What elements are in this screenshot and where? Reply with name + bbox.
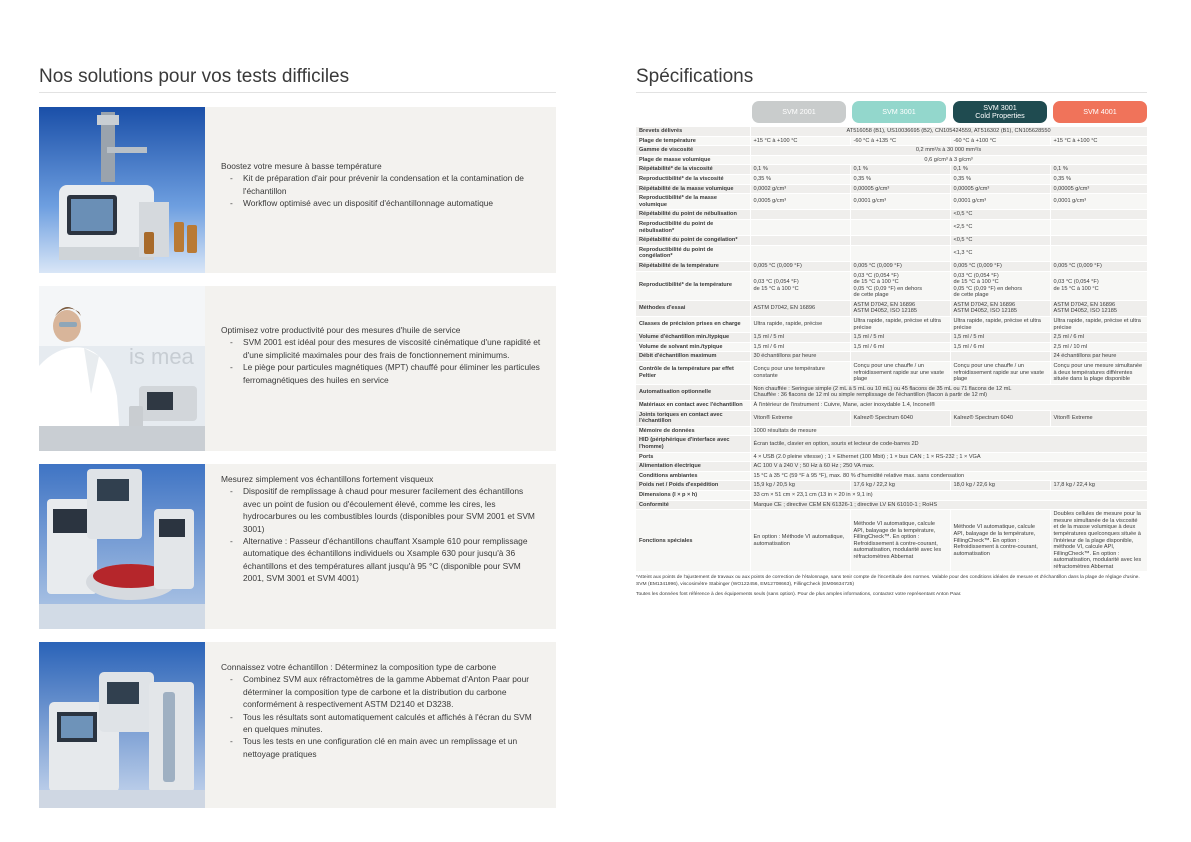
section-title: Mesurez simplement vos échantillons fortement visqueux [221, 474, 434, 484]
spec-label: Conditions ambiantes [636, 471, 750, 481]
bullet-item: - SVM 2001 est idéal pour des mesures de viscosité cinématique d'une rapidité et d'une simplicité maximales pour des frais de fonctionnement minimums. [221, 336, 542, 361]
footnote-accuracy: *Atteint aux points de l'ajustement de travaux ou aux points de correction de l'étalonnage, sans tenir compte de l'incertitude des normes. Valable pour des conditions idéales de mesure et d'échantillon dans la plage de réglage d'usine. SVM (EM1341996), viscosimètre Stabinger (WO122456, EM12708663), FillingCheck (EM06634725) [636, 575, 1140, 587]
bullet-item: - Combinez SVM aux réfractomètres de la gamme Abbemat d'Anton Paar pour déterminer la composition type de carbone et la distribution du carbone conformément à respectivement ASTM D2140 et D3238. [221, 673, 542, 710]
spec-value [850, 352, 950, 362]
spec-value: 0,35 % [850, 174, 950, 184]
spec-value: 30 échantillons par heure [750, 352, 850, 362]
section-low-temperature [39, 107, 556, 273]
spec-value: 0,00005 g/cm³ [1050, 184, 1147, 194]
spec-value: 0,35 % [950, 174, 1050, 184]
spec-value: <0,5 °C [950, 210, 1050, 220]
spec-label: Plage de masse volumique [636, 155, 750, 165]
model-pill-svm-3001 [852, 101, 946, 123]
spec-value: +15 °C à +100 °C [750, 136, 850, 146]
spec-value: 0,0001 g/cm³ [1050, 194, 1147, 210]
spec-row [636, 300, 1147, 316]
spec-label: Répétabilité de la température [636, 261, 750, 271]
specifications-table [636, 127, 1148, 572]
spec-row [636, 317, 1147, 333]
spec-value: 0,00005 g/cm³ [850, 184, 950, 194]
spec-label: Poids net / Poids d'expédition [636, 481, 750, 491]
spec-row [636, 352, 1147, 362]
spec-value [850, 236, 950, 246]
spec-value: ASTM D7042, EN 16896 ASTM D4052, ISO 12185 [950, 300, 1050, 316]
spec-row [636, 261, 1147, 271]
spec-value: 17,8 kg / 22,4 kg [1050, 481, 1147, 491]
spec-value [750, 236, 850, 246]
bullet-item: - Kit de préparation d'air pour prévenir la condensation et la contamination de l'échantillon [221, 172, 542, 197]
spec-value: 0,1 % [1050, 165, 1147, 175]
spec-value: 0,6 g/cm³ à 3 g/cm³ [750, 155, 1147, 165]
spec-value: 1,5 ml / 6 ml [950, 342, 1050, 352]
spec-label: Dimensions (l × p × h) [636, 490, 750, 500]
spec-value: 33 cm × 51 cm × 23,1 cm (13 in × 20 in × 9,1 in) [750, 490, 1147, 500]
spec-value: 0,005 °C (0,009 °F) [850, 261, 950, 271]
spec-value: -60 °C à +135 °C [850, 136, 950, 146]
spec-value: 0,0001 g/cm³ [850, 194, 950, 210]
photo-low-temperature-kit [39, 107, 205, 273]
spec-value [750, 245, 850, 261]
spec-row [636, 510, 1147, 572]
section-carbon-composition [39, 642, 556, 808]
spec-value: 0,0005 g/cm³ [750, 194, 850, 210]
spec-label: Alimentation électrique [636, 462, 750, 472]
spec-value: Conçu pour une chauffe / un refroidissement rapide sur une vaste plage [850, 362, 950, 385]
model-pill-svm-4001 [1053, 101, 1147, 123]
spec-label: Volume d'échantillon min./typique [636, 333, 750, 343]
spec-label: Méthodes d'essai [636, 300, 750, 316]
section-service-oil [39, 286, 556, 451]
model-pill-svm-2001 [752, 101, 846, 123]
spec-value: 1000 résultats de mesure [750, 426, 1147, 436]
spec-label: Reproductibilité* de la viscosité [636, 174, 750, 184]
spec-row [636, 127, 1147, 136]
spec-value: 0,00005 g/cm³ [950, 184, 1050, 194]
spec-row [636, 174, 1147, 184]
spec-row [636, 410, 1147, 426]
spec-row [636, 194, 1147, 210]
spec-value: 0,35 % [1050, 174, 1147, 184]
spec-label: HID (périphérique d'interface avec l'homme) [636, 436, 750, 452]
spec-row [636, 384, 1147, 400]
spec-value: Conçu pour une chauffe / un refroidissement rapide sur une vaste plage [950, 362, 1050, 385]
right-heading: Spécifications [636, 66, 754, 87]
spec-value: Ultra rapide, rapide, précise et ultra précise [950, 317, 1050, 333]
bullet-item: - Tous les tests en une configuration clé en main avec un remplissage et un nettoyage pratiques [221, 735, 542, 760]
spec-row [636, 490, 1147, 500]
spec-row [636, 155, 1147, 165]
spec-row [636, 165, 1147, 175]
spec-row [636, 333, 1147, 343]
spec-row [636, 271, 1147, 300]
spec-label: Reproductibilité* de la masse volumique [636, 194, 750, 210]
spec-value: 1,5 ml / 6 ml [750, 342, 850, 352]
spec-label: Répétabilité* de la viscosité [636, 165, 750, 175]
spec-value [850, 210, 950, 220]
spec-value: <0,5 °C [950, 236, 1050, 246]
bullet-item: - Le piège pour particules magnétiques (MPT) chauffé pour éliminer les particules ferromagnétiques des huiles en service [221, 361, 542, 386]
spec-label: Gamme de viscosité [636, 146, 750, 156]
spec-value: Conçu pour une mesure simultanée à deux températures différentes située dans la plage disponible [1050, 362, 1147, 385]
spec-value [1050, 236, 1147, 246]
spec-row [636, 401, 1147, 411]
spec-value: 0,005 °C (0,009 °F) [950, 261, 1050, 271]
spec-value: Conçu pour une température constante [750, 362, 850, 385]
spec-label: Fonctions spéciales [636, 510, 750, 572]
photo-heated-sampler [39, 464, 205, 629]
bullet-item: - Tous les résultats sont automatiquement calculés et affichés à l'écran du SVM en quelques minutes. [221, 711, 542, 736]
model-label: SVM 3001 [882, 107, 916, 116]
spec-value: 0,35 % [750, 174, 850, 184]
spec-value: Méthode VI automatique, calcule API, balayage de la température, FillingCheck™. En option : Refroidissement à contre-courant, automatisation, modularité avec les réfractomètres Abbemat [850, 510, 950, 572]
spec-value [850, 219, 950, 235]
spec-value: 15 °C à 35 °C (59 °F à 95 °F), max. 80 % d'humidité relative max. sans condensation [750, 471, 1147, 481]
spec-value: 0,005 °C (0,009 °F) [1050, 261, 1147, 271]
spec-row [636, 236, 1147, 246]
spec-row [636, 146, 1147, 156]
spec-value: 1,5 ml / 5 ml [750, 333, 850, 343]
model-label: SVM 3001 Cold Properties [975, 103, 1025, 120]
spec-value: À l'intérieur de l'instrument : Cuivre, Mane, acier inoxydable 1.4, Inconel® [750, 401, 1147, 411]
footnote-disclaimer: Toutes les données font référence à des équipements seuls (sans option). Pour de plus amples informations, contactez votre représentant Anton Paar. [636, 592, 962, 598]
spec-value: 18,0 kg / 22,6 kg [950, 481, 1050, 491]
spec-label: Répétabilité de la masse volumique [636, 184, 750, 194]
spec-row [636, 245, 1147, 261]
spec-value: 0,2 mm²/s à 30 000 mm²/s [750, 146, 1147, 156]
left-heading: Nos solutions pour vos tests difficiles [39, 66, 350, 87]
spec-value: 0,03 °C (0,054 °F) de 15 °C à 100 °C [750, 271, 850, 300]
spec-label: Reproductibilité* de la température [636, 271, 750, 300]
spec-value: 0,1 % [850, 165, 950, 175]
spec-value: -60 °C à +100 °C [950, 136, 1050, 146]
spec-value: ASTM D7042, EN 16896 ASTM D4052, ISO 12185 [1050, 300, 1147, 316]
spec-value [750, 219, 850, 235]
spec-value: Kalrez® Spectrum 6040 [850, 410, 950, 426]
spec-label: Débit d'échantillon maximum [636, 352, 750, 362]
spec-label: Reproductibilité du point de congélation* [636, 245, 750, 261]
spec-label: Mémoire de données [636, 426, 750, 436]
spec-label: Reproductibilité du point de nébulisation* [636, 219, 750, 235]
spec-row [636, 462, 1147, 472]
model-label: SVM 2001 [782, 107, 816, 116]
spec-label: Volume de solvant min./typique [636, 342, 750, 352]
section-viscous-samples [39, 464, 556, 629]
spec-value: En option : Méthode VI automatique, automatisation [750, 510, 850, 572]
spec-row [636, 219, 1147, 235]
spec-value: ASTM D7042, EN 16896 ASTM D4052, ISO 12185 [850, 300, 950, 316]
spec-value [950, 352, 1050, 362]
spec-label: Répétabilité du point de congélation* [636, 236, 750, 246]
spec-row [636, 500, 1147, 510]
spec-row [636, 342, 1147, 352]
spec-row [636, 210, 1147, 220]
spec-row [636, 136, 1147, 146]
spec-value: 24 échantillons par heure [1050, 352, 1147, 362]
spec-row [636, 471, 1147, 481]
spec-value: Ultra rapide, rapide, précise et ultra précise [1050, 317, 1147, 333]
bullet-item: - Dispositif de remplissage à chaud pour mesurer facilement des échantillons avec un point de fusion ou d'écoulement élevé, comme les cires, les hydrocarbures ou les combustibles lourds (disponibles pour SVM 2001 et SVM 3001) [221, 485, 542, 535]
photo-lab-technician [39, 286, 205, 451]
spec-value: 0,1 % [750, 165, 850, 175]
spec-label: Contrôle de la température par effet Peltier [636, 362, 750, 385]
spec-value: Ultra rapide, rapide, précise [750, 317, 850, 333]
spec-label: Répétabilité du point de nébulisation [636, 210, 750, 220]
bullet-item: - Workflow optimisé avec un dispositif d'échantillonnage automatique [221, 197, 542, 209]
spec-value: Méthode VI automatique, calcule API, balayage de la température, FillingCheck™. En option : Refroidissement à contre-courant, automatisation [950, 510, 1050, 572]
section-text [221, 324, 542, 386]
spec-value: Marque CE ; directive CEM EN 61326-1 ; directive LV EN 61010-1 ; RoHS [750, 500, 1147, 510]
section-title: Optimisez votre productivité pour des mesures d'huile de service [221, 325, 461, 335]
spec-value [1050, 210, 1147, 220]
model-label: SVM 4001 [1083, 107, 1117, 116]
spec-value: Kalrez® Spectrum 6040 [950, 410, 1050, 426]
spec-value: <1,3 °C [950, 245, 1050, 261]
spec-row [636, 481, 1147, 491]
section-title: Boostez votre mesure à basse température [221, 161, 382, 171]
section-text [221, 160, 542, 210]
spec-value: 2,5 ml / 6 ml [1050, 333, 1147, 343]
spec-value [1050, 245, 1147, 261]
spec-value: ASTM D7042, EN 16896 [750, 300, 850, 316]
spec-value: Viton® Extreme [750, 410, 850, 426]
section-text [221, 661, 542, 760]
spec-value: Non chauffée : Seringue simple (2 mL à 5 mL ou 10 mL) ou 45 flacons de 35 mL ou 71 flacons de 12 mL Chauffée : 36 flacons de 12 ml ou simple remplissage de l'échantillon (flacon à partir de 12 ml) [750, 384, 1147, 400]
spec-row [636, 362, 1147, 385]
spec-value [750, 210, 850, 220]
spec-value: 0,03 °C (0,054 °F) de 15 °C à 100 °C 0,05 °C (0,09 °F) en dehors de cette plage [950, 271, 1050, 300]
spec-value [850, 245, 950, 261]
spec-value: 0,0001 g/cm³ [950, 194, 1050, 210]
spec-value: AC 100 V à 240 V ; 50 Hz à 60 Hz ; 250 VA max. [750, 462, 1147, 472]
spec-label: Matériaux en contact avec l'échantillon [636, 401, 750, 411]
spec-label: Conformité [636, 500, 750, 510]
right-heading-rule [636, 92, 1147, 93]
spec-value: Ultra rapide, rapide, précise et ultra précise [850, 317, 950, 333]
spec-label: Ports [636, 452, 750, 462]
section-title: Connaissez votre échantillon : Déterminez la composition type de carbone [221, 662, 497, 672]
photo-svm-abbemat-combo [39, 642, 205, 808]
spec-value: 17,6 kg / 22,2 kg [850, 481, 950, 491]
spec-value: 0,0002 g/cm³ [750, 184, 850, 194]
spec-value: 1,5 ml / 6 ml [850, 342, 950, 352]
section-text [221, 473, 542, 585]
spec-value: 1,5 ml / 5 ml [950, 333, 1050, 343]
spec-row [636, 452, 1147, 462]
spec-row [636, 184, 1147, 194]
spec-value: Écran tactile, clavier en option, souris et lecteur de code-barres 2D [750, 436, 1147, 452]
left-heading-rule [39, 92, 556, 93]
spec-label: Brevets délivrés [636, 127, 750, 136]
spec-value: <2,5 °C [950, 219, 1050, 235]
spec-value [1050, 219, 1147, 235]
spec-label: Joints toriques en contact avec l'échantillon [636, 410, 750, 426]
spec-value: Viton® Extreme [1050, 410, 1147, 426]
spec-value: AT516058 (B1), US10036695 (B2), CN105424559, AT516302 (B1), CN105628550 [750, 127, 1147, 136]
spec-value: 2,5 ml / 10 ml [1050, 342, 1147, 352]
svg-text:is mea: is mea [129, 344, 194, 369]
spec-label: Classes de précision prises en charge [636, 317, 750, 333]
spec-value: 0,03 °C (0,054 °F) de 15 °C à 100 °C 0,05 °C (0,09 °F) en dehors de cette plage [850, 271, 950, 300]
spec-value: 0,03 °C (0,054 °F) de 15 °C à 100 °C [1050, 271, 1147, 300]
spec-value: +15 °C à +100 °C [1050, 136, 1147, 146]
spec-row [636, 436, 1147, 452]
spec-value: 15,9 kg / 20,5 kg [750, 481, 850, 491]
spec-row [636, 426, 1147, 436]
spec-value: 0,1 % [950, 165, 1050, 175]
spec-value: 0,005 °C (0,009 °F) [750, 261, 850, 271]
model-pill-svm-3001-cold [953, 101, 1047, 123]
spec-value: 4 × USB (2.0 pleine vitesse) ; 1 × Ethernet (100 Mbit) ; 1 × bus CAN ; 1 × RS-232 ; 1 × VGA [750, 452, 1147, 462]
spec-value: 1,5 ml / 5 ml [850, 333, 950, 343]
spec-label: Plage de température [636, 136, 750, 146]
spec-value: Doubles cellules de mesure pour la mesure simultanée de la viscosité et de la masse volumique à deux températures quelconques située à l'intérieur de la plage disponible, méthode VI, calcule API, FillingCheck™. En option : automatisation, modularité avec les réfractomètres Abbemat [1050, 510, 1147, 572]
spec-label: Automatisation optionnelle [636, 384, 750, 400]
bullet-item: - Alternative : Passeur d'échantillons chauffant Xsample 610 pour remplissage automatique des échantillons individuels ou Xsample 630 pour jusqu'à 36 échantillons et des températures allant jusqu'à 95 °C (disponible pour SVM 2001, SVM 3001 et SVM 4001) [221, 535, 542, 585]
